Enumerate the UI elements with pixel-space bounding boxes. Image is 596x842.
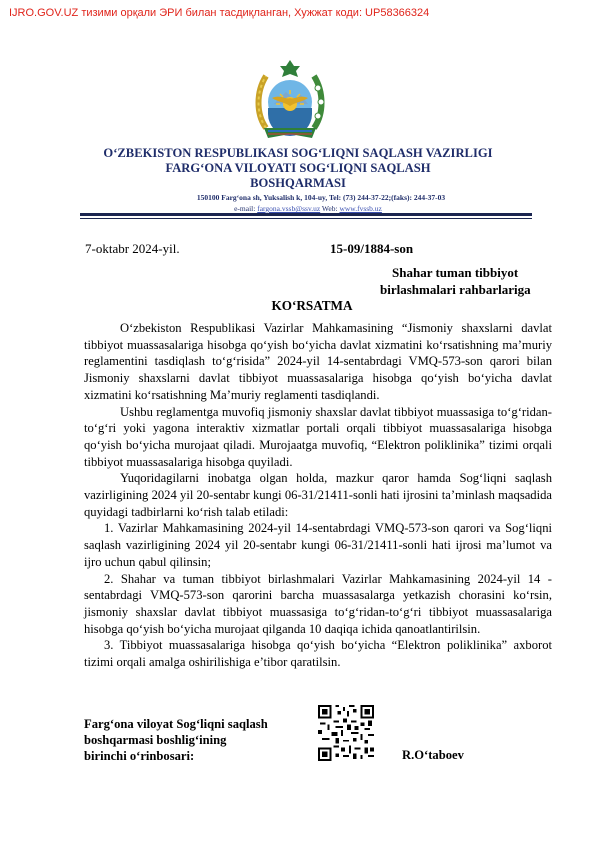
list-item: 2. Shahar va tuman tibbiyot birlashmalari Vazirlar Mahkamasining 2024-yil 14 -sentabrdagi VMQ-573-son qarorini barcha muassasalarga yetkazish chorasini ko‘rsin, jismoniy shaxslar davlat tibbiyot muassasiga to‘g‘ridan-to‘g‘ri tibbiyot muassasalariga hisobga qo‘yish bo‘yicha murojaat qilganda 10 daqiqa ichida qanoatlantirilsin. <box>84 571 552 636</box>
document-heading: KO‘RSATMA <box>271 298 353 313</box>
signer-name: R.O‘taboev <box>402 748 464 762</box>
signature-title-line1: Farg‘ona viloyat Sog‘liqni saqlash <box>84 717 268 731</box>
web-link[interactable]: www.fvssb.uz <box>339 204 382 213</box>
body-paragraph: O‘zbekiston Respublikasi Vazirlar Mahkamasining “Jismoniy shaxslarni davlat tibbiyot muassasalariga hisobga qo‘yish bo‘yicha davlat xizmatini ko‘rsatishning ma’muriy reglamentini tasdiqlash to‘g‘risida” 2024-yil 14-sentabrdagi VMQ-573-son qarori bilan Jismoniy shaxslarni davlat tibbiyot muassasalariga hisobga qo‘yish bo‘yicha davlat xizmatini ko‘rsatishning Ma’muriy reglamenti tasdiqlandi. <box>84 321 552 402</box>
recipient-line2: birlashmalari rahbarlariga <box>380 282 531 297</box>
org-contacts <box>0 204 596 213</box>
list-item: 3. Tibbiyot muassasalariga hisobga qo‘yish bo‘yicha “Elektron poliklinika” axborot tizimi orqali amalga oshirilishiga e’tibor qaratilsin. <box>84 638 552 670</box>
recipient-line1: Shahar tuman tibbiyot <box>392 265 519 280</box>
email-link[interactable]: fargona.vssb@ssv.uz <box>257 204 321 213</box>
signature-title <box>84 716 268 764</box>
qr-code-icon <box>318 705 374 761</box>
document-date: 7-oktabr 2024-yil. <box>85 241 180 256</box>
list-item: 1. Vazirlar Mahkamasining 2024-yil 14-sentabrdagi VMQ-573-son qarori va Sog‘liqni saqlash vazirligining 2024 yil 20-sentabr kungi 06-31/21411-sonli hati ijrosi ma’lumot va ijro uchun qabul qilinsin; <box>84 521 552 569</box>
header-rule-thick <box>80 213 532 216</box>
body-paragraph: Yuqoridagilarni inobatga olgan holda, mazkur qaror hamda Sog‘liqni saqlash vazirligining 2024 yil 20-sentabr kungi 06-31/21411-sonli hati ijrosini ta’minlash maqsadida quyidagi tadbirlarni ko‘rish talab etiladi: <box>84 471 552 519</box>
signature-title-line3: birinchi o‘rinbosari: <box>84 749 195 763</box>
body-paragraph: Ushbu reglamentga muvofiq jismoniy shaxslar davlat tibbiyot muassasiga to‘g‘ridan-to‘g‘ri yoki yagona interaktiv xizmatlar portali orqali tibbiyot muassasalariga hisobga qo‘yish bo‘yicha murojaat qiladi. Murojaatga muvofiq, “Elektron poliklinika” tizimi orqali tibbiyot muassasalariga hisobga quyiladi. <box>84 404 552 469</box>
web-label: Web: <box>321 204 338 213</box>
org-title-line3: BOSHQARMASI <box>250 176 346 190</box>
verification-stamp: IJRO.GOV.UZ тизими орқали ЭРИ билан тасдиқланган, Хужжат коди: UP58366324 <box>9 7 430 19</box>
org-title-line1: O‘ZBEKISTON RESPUBLIKASI SOG‘LIQNI SAQLASH VAZIRLIGI <box>103 146 493 160</box>
recipient-block <box>380 264 531 298</box>
signature-title-line2: boshqarmasi boshlig‘ining <box>84 733 227 747</box>
org-title-line2: FARG‘ONA VILOYATI SOG‘LIQNI SAQLASH <box>165 161 431 175</box>
document-body <box>84 320 552 671</box>
state-emblem-icon <box>252 58 328 144</box>
org-address: 150100 Farg‘ona sh, Yuksalish k, 104-uy, Tel: (73) 244-37-22;(faks): 244-37-03 <box>196 193 446 202</box>
email-label: e-mail: <box>234 204 256 213</box>
document-number: 15-09/1884-son <box>330 241 414 256</box>
header-rule-thin <box>80 218 532 219</box>
